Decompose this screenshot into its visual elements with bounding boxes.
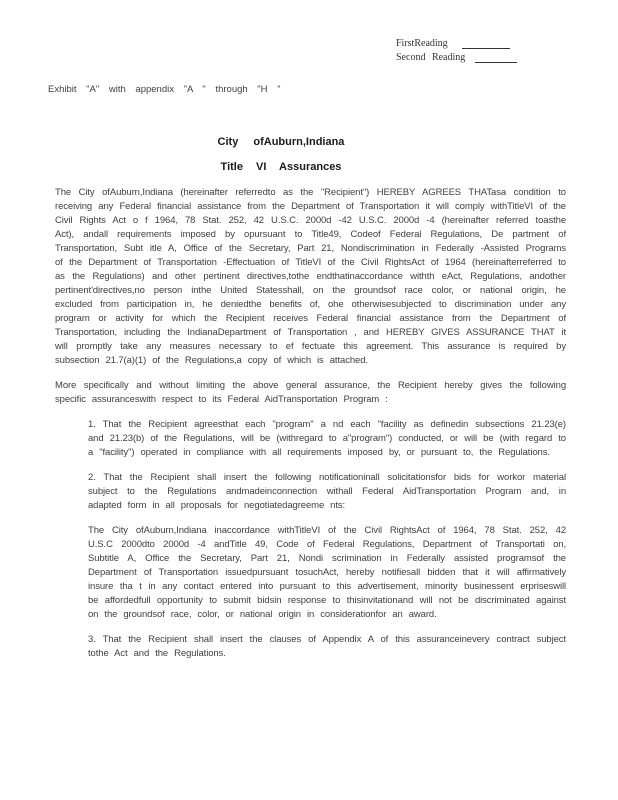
first-reading-row (396, 35, 517, 49)
second-reading-row (396, 49, 517, 63)
document-body (55, 186, 566, 672)
assurance-item-2: 2. That the Recipient shall insert the following notificationinall solicitationsfor bids for workor material subject to the Regulations andmadeinconnection withall Federal AidTransportation Program and, in adapted form in all proposals for negotiatedagreeme nts: (88, 472, 566, 511)
intro-paragraph: The City ofAuburn,Indiana (hereinafter referredto as the "Recipient") HEREBY AGREES THATasa condition to receiving any Federal financial assistance from the Department of Transportation it will comply withTitleVI of the Civil Rights Act o f 1964, 78 Stat. 252, 42 U.S.C. 2000d -42 U.S.C. 2000d -4 (hereinafter referred toasthe Act), andall requirements imposed by opursuant to Title49, Codeof Federal Regulations, De partment of Transportation, Subt itle A, Office of the Secretary, Part 21, Nondiscrimination in Federally -Assisted Programs of the Department of Transportation -Effectuation of TitleVI of the Civil RightsAct of 1964 (hereinafterreferred to as the Regulations) and other pertinent directives,tothe endthatinaccordance withth eAct, Regulations, andother pertinent'directives,no person inthe United Statesshall, on the groundsof race color, or national origin, he excluded from participation in, he deniedthe benefits of, ohe otherwisesubjected to discrimination under any program or activity for which the Recipient receives Federal financial assistance from the Department of Transportation, including the IndianaDepartment of Transportation , and HEREBY GIVES ASSURANCE THAT it will promptly take any measures necessary to ef fectuate this agreement. This assurance is required by subsection 21.7(a)(1) of the Regulations,a copy of which is attached. (55, 187, 566, 366)
document-subtitle: Title VI Assurances (220, 161, 342, 173)
specific-assurances-paragraph: More specifically and without limiting the above general assurance, the Recipient hereby gives the following specific assuranceswith respect to its Federal AidTransportation Program : (55, 380, 566, 405)
assurance-item-3: 3. That the Recipient shall insert the clauses of Appendix A of this assuranceinevery contract subject tothe Act and the Regulations. (88, 634, 566, 659)
assurance-item-1: 1. That the Recipient agreesthat each "program" a nd each "facility as definedin subsections 21.23(e) and 21.23(b) of the Regulations, will be (withregard to a"program") conducted, or will be (with regard to a "facility") operated in compliance with all requirements imposed by, or pursuant to, the Regulations. (88, 419, 566, 458)
title-block (0, 136, 562, 173)
first-reading-label: FirstReading (396, 38, 448, 49)
document-title: City ofAuburn,Indiana (217, 136, 345, 148)
second-reading-label: Second Reading (396, 52, 466, 63)
notification-paragraph: The City ofAuburn,Indiana inaccordance withTitleVI of the Civil RightsAct of 1964, 78 Stat. 252, 42 U.S.C 2000dto 2000d -4 andTitle 49, Code of Federal Regulations, Department of Transportati on, Subtitle A, Office the Secretary, Part 21, Nondi scrimination in Federally assisted programsof the Department of Transportation issuedpursuant tosuchAct, hereby notifiesall bidden that it will affirmatively insure tha t in any contact entered into pursuant to this advertisement, minority businessent erpriseswill be affordedfull opportunity to submit bidsin response to thisinvitationand will not be discriminated against on the groundsof race, color, or national origin in considerationfor an award. (88, 525, 566, 620)
exhibit-line: Exhibit "A" with appendix "A " through "H " (48, 84, 281, 95)
reading-block (396, 35, 517, 63)
second-reading-blank-line (475, 52, 517, 63)
first-reading-blank-line (462, 38, 510, 49)
